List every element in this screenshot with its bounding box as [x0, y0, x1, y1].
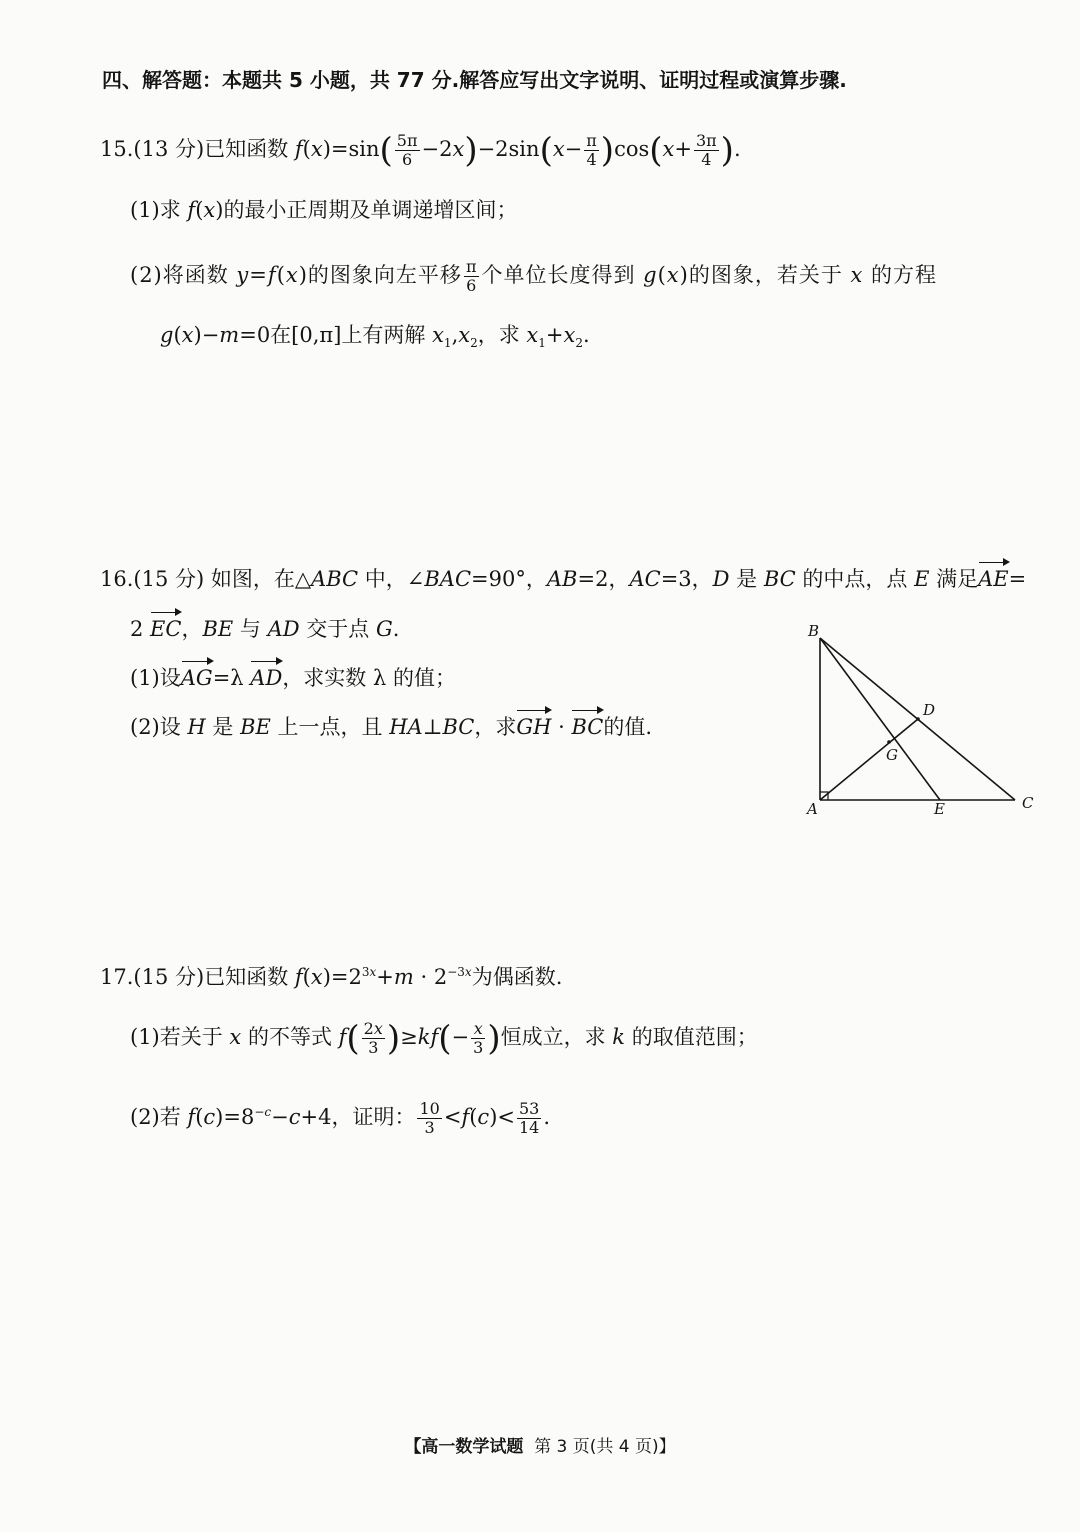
page-footer: [0, 1432, 1080, 1457]
label-G: G: [886, 746, 898, 764]
label-C: C: [1022, 794, 1034, 812]
point-D: [916, 717, 920, 721]
point-G: [887, 740, 891, 744]
q16-part2: (2)设 H 是 BE 上一点，且 HA⊥BC，求GH · BC的值.: [130, 715, 653, 739]
label-A: A: [807, 800, 818, 818]
q15-part2-line2: g(x)−m=0在[0,π]上有两解 $x_1,x_2$，求 $x_1+x_2$.: [160, 323, 590, 351]
section-heading: 四、解答题：本题共 5 小题，共 77 分.解答应写出文字说明、证明过程或演算步骤.: [102, 68, 847, 92]
q17-part2: (2)若 $f(c)=8^{-c}-c+4$，证明： $\frac{10}{3}$ <f(c)< $\frac{53}{14}$ .: [130, 1099, 551, 1137]
q15-stem-prefix: 已知函数: [204, 137, 289, 161]
q16-stem-line2: 2 EC，BE 与 AD 交于点 G.: [130, 617, 400, 641]
label-B: B: [808, 622, 820, 640]
q16-score: (15 分): [133, 567, 205, 591]
q15-number: 15.: [100, 137, 134, 161]
footer-subject: 【高一数学试题: [404, 1437, 524, 1457]
triangle-figure: [800, 618, 1045, 823]
label-D: D: [923, 701, 936, 719]
q16-stem-line1: 16.(15 分) 如图，在△ABC 中，∠BAC=90°，AB=2，AC=3，D 是 BC 的中点，点 E 满足AE=: [100, 567, 1027, 591]
q17-number: 17.: [100, 965, 134, 989]
q17-stem: 17.(15 分)已知函数 $f(x)=2^{3x}+m \cdot 2^{-3x}$为偶函数.: [100, 965, 563, 989]
q15-score: (13 分): [133, 137, 205, 161]
segment-BE: [820, 638, 940, 800]
q16-part1: (1)设AG=λ AD，求实数 λ 的值；: [130, 666, 456, 690]
q17-score: (15 分): [133, 965, 205, 989]
label-E: E: [934, 800, 945, 818]
q17-part1: (1)若关于 x 的不等式 f( $\frac{2x}{3}$ )≥kf(− $\frac{x}{3}$ )恒成立，求 k 的取值范围；: [130, 1018, 758, 1059]
q15-stem: [100, 132, 741, 169]
q15-part1: (1)求 f(x)的最小正周期及单调递增区间；: [130, 198, 518, 222]
q16-number: 16.: [100, 567, 134, 591]
segment-AD: [820, 719, 918, 800]
q15-part2-line1: (2)将函数 y=f(x)的图象向左平移 $\frac{\pi}{6}$ 个单位长度得到 g(x)的图象，若关于 x 的方程: [130, 257, 938, 295]
q15-formula: f(x)=sin( $\frac{5\pi}{6}$ −2x)−2sin(x− $\frac{\pi}{4}$ )cos(x+ $\frac{3\pi}{4}$ ).: [294, 130, 741, 171]
footer-page: 第 3 页(共 4 页)】: [534, 1437, 676, 1457]
